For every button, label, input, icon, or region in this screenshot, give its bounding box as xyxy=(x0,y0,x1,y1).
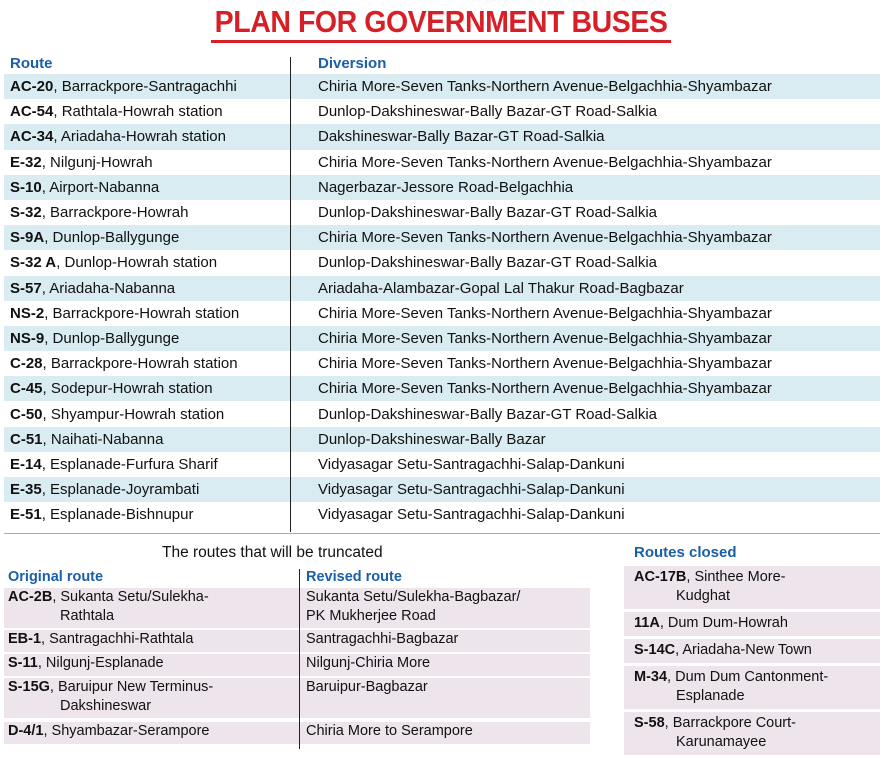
route-separator: , xyxy=(659,615,668,631)
revised-route-line1: Nilgunj-Chiria More xyxy=(306,655,431,671)
diversion-row xyxy=(4,427,880,452)
truncated-row xyxy=(4,654,590,676)
section-divider xyxy=(4,533,880,534)
route-name: Barrackpore-Howrah station xyxy=(50,355,238,373)
route-separator: , xyxy=(53,103,62,121)
route-cell xyxy=(4,330,300,347)
closed-route-line2: Karunamayee xyxy=(676,734,767,750)
truncated-title: The routes that will be truncated xyxy=(162,544,383,561)
route-code: C-50 xyxy=(10,405,43,423)
route-cell xyxy=(4,406,300,423)
route-separator: , xyxy=(53,128,61,146)
route-separator: , xyxy=(41,178,50,196)
page-title-wrap xyxy=(0,4,883,43)
route-cell xyxy=(4,380,300,397)
route-cell xyxy=(4,103,300,120)
revised-route-line1: Baruipur-Bagbazar xyxy=(306,679,428,695)
route-name: Barrackpore-Howrah xyxy=(50,204,189,222)
diversion-column-divider xyxy=(290,57,291,532)
route-name: Nilgunj-Howrah xyxy=(50,153,153,171)
route-separator: , xyxy=(49,679,58,695)
route-name: Esplanade-Furfura Sharif xyxy=(50,455,218,473)
original-route-cell xyxy=(4,588,302,628)
diversion-table xyxy=(4,52,880,527)
route-cell xyxy=(4,305,300,322)
closed-route-line1: Barrackpore Court- xyxy=(672,715,796,731)
revised-route-cell xyxy=(302,654,590,676)
route-separator: , xyxy=(44,229,53,247)
route-separator: , xyxy=(44,329,53,347)
route-cell xyxy=(4,179,300,196)
route-code: AC-20 xyxy=(10,78,54,96)
route-name: Dunlop-Howrah station xyxy=(64,254,218,272)
route-code: AC-54 xyxy=(10,103,54,121)
closed-row xyxy=(624,666,880,709)
route-header: Route xyxy=(10,54,53,72)
original-route-line1: Shyambazar-Serampore xyxy=(51,723,210,739)
route-code: C-45 xyxy=(10,380,43,398)
route-separator: , xyxy=(42,405,51,423)
truncated-row xyxy=(4,678,590,718)
original-route-header: Original route xyxy=(8,569,104,585)
route-separator: , xyxy=(42,430,51,448)
diversion-row xyxy=(4,376,880,401)
route-code: EB-1 xyxy=(8,631,42,647)
diversion-row xyxy=(4,74,880,99)
route-cell xyxy=(4,254,300,271)
route-cell xyxy=(4,128,300,145)
route-cell xyxy=(4,154,300,171)
closed-route-line1: Dum Dum Cantonment- xyxy=(675,669,829,685)
closed-route-line2: Kudghat xyxy=(676,588,731,604)
diversion-row xyxy=(4,124,880,149)
route-cell xyxy=(4,481,300,498)
truncated-header-row xyxy=(4,566,590,588)
route-cell xyxy=(4,506,300,523)
route-code: S-14C xyxy=(634,642,676,658)
diversion-cell: Chiria More-Seven Tanks-Northern Avenue-Belgachhia-Shyambazar xyxy=(318,380,772,398)
truncated-row xyxy=(4,722,590,744)
route-code: AC-2B xyxy=(8,589,53,605)
route-code: E-35 xyxy=(10,481,42,499)
diversion-cell: Chiria More-Seven Tanks-Northern Avenue-Belgachhia-Shyambazar xyxy=(318,153,772,171)
diversion-cell: Chiria More-Seven Tanks-Northern Avenue-Belgachhia-Shyambazar xyxy=(318,229,772,247)
route-name: Naihati-Nabanna xyxy=(50,430,164,448)
route-separator: , xyxy=(41,204,51,222)
original-route-cell xyxy=(4,654,302,676)
route-separator: , xyxy=(42,355,51,373)
route-code: E-32 xyxy=(10,153,42,171)
closed-row xyxy=(624,612,880,636)
revised-route-line1: Chiria More to Serampore xyxy=(306,723,473,739)
route-separator: , xyxy=(37,655,46,671)
route-cell xyxy=(4,431,300,448)
route-name: Airport-Nabanna xyxy=(49,178,160,196)
diversion-cell: Vidyasagar Setu-Santragachhi-Salap-Dankuni xyxy=(318,506,625,524)
diversion-cell: Vidyasagar Setu-Santragachhi-Salap-Dankuni xyxy=(318,481,625,499)
route-code: S-15G xyxy=(8,679,50,695)
route-cell xyxy=(4,204,300,221)
original-route-line1: Sukanta Setu/Sulekha- xyxy=(60,589,209,605)
diversion-cell: Chiria More-Seven Tanks-Northern Avenue-Belgachhia-Shyambazar xyxy=(318,355,772,373)
route-code: C-51 xyxy=(10,430,43,448)
diversion-row xyxy=(4,502,880,527)
closed-row xyxy=(624,712,880,755)
closed-route-line2: Esplanade xyxy=(676,688,745,704)
revised-route-line1: Santragachhi-Bagbazar xyxy=(306,631,459,647)
diversion-row xyxy=(4,250,880,275)
route-separator: , xyxy=(52,589,61,605)
route-separator: , xyxy=(664,715,673,731)
route-separator: , xyxy=(44,304,53,322)
original-route-line1: Baruipur New Terminus- xyxy=(57,679,214,695)
revised-route-cell xyxy=(302,630,590,652)
revised-route-header: Revised route xyxy=(306,569,402,585)
closed-route-line1: Ariadaha-New Town xyxy=(682,642,812,658)
route-code: 11A xyxy=(634,615,660,631)
route-code: S-57 xyxy=(10,279,42,297)
original-route-line1: Nilgunj-Esplanade xyxy=(45,655,164,671)
route-cell xyxy=(4,229,300,246)
diversion-cell: Dakshineswar-Bally Bazar-GT Road-Salkia xyxy=(318,128,605,146)
diversion-row xyxy=(4,401,880,426)
route-name: Dunlop-Ballygunge xyxy=(52,229,180,247)
diversion-header-row xyxy=(4,52,880,74)
diversion-cell: Chiria More-Seven Tanks-Northern Avenue-Belgachhia-Shyambazar xyxy=(318,329,772,347)
closed-route-line1: Sinthee More- xyxy=(694,569,786,585)
diversion-cell: Chiria More-Seven Tanks-Northern Avenue-Belgachhia-Shyambazar xyxy=(318,78,772,96)
route-code: AC-17B xyxy=(634,569,687,585)
route-separator: , xyxy=(667,669,676,685)
route-separator: , xyxy=(53,78,62,96)
diversion-cell: Dunlop-Dakshineswar-Bally Bazar-GT Road-Salkia xyxy=(318,204,658,222)
route-cell xyxy=(4,78,300,95)
route-code: AC-34 xyxy=(10,128,54,146)
closed-row xyxy=(624,566,880,609)
route-separator: , xyxy=(41,506,51,524)
truncated-column-divider xyxy=(299,569,300,749)
revised-route-cell xyxy=(302,678,590,718)
diversion-cell: Nagerbazar-Jessore Road-Belgachhia xyxy=(318,178,574,196)
route-cell xyxy=(4,355,300,372)
route-code: E-51 xyxy=(10,506,42,524)
original-route-cell xyxy=(4,630,302,652)
route-code: E-14 xyxy=(10,455,42,473)
route-separator: , xyxy=(41,279,50,297)
route-separator: , xyxy=(41,455,51,473)
route-code: S-58 xyxy=(634,715,665,731)
diversion-row xyxy=(4,200,880,225)
truncated-row xyxy=(4,630,590,652)
route-separator: , xyxy=(41,153,51,171)
diversion-cell: Dunlop-Dakshineswar-Bally Bazar-GT Road-Salkia xyxy=(318,405,658,423)
revised-route-cell xyxy=(302,588,590,628)
original-route-cell xyxy=(4,722,302,744)
route-code: S-32 xyxy=(10,204,42,222)
original-route-line2: Dakshineswar xyxy=(60,698,152,714)
route-cell xyxy=(4,456,300,473)
route-separator: , xyxy=(686,569,695,585)
diversion-row xyxy=(4,326,880,351)
diversion-cell: Ariadaha-Alambazar-Gopal Lal Thakur Road-Bagbazar xyxy=(318,279,684,297)
route-separator: , xyxy=(41,631,50,647)
route-name: Sodepur-Howrah station xyxy=(50,380,213,398)
route-separator: , xyxy=(56,254,65,272)
truncated-table xyxy=(4,566,590,744)
diversion-header: Diversion xyxy=(318,54,387,72)
diversion-row xyxy=(4,225,880,250)
route-code: S-32 A xyxy=(10,254,57,272)
closed-table xyxy=(624,566,880,758)
route-name: Ariadaha-Nabanna xyxy=(49,279,176,297)
diversion-row xyxy=(4,276,880,301)
diversion-row xyxy=(4,301,880,326)
diversion-cell: Chiria More-Seven Tanks-Northern Avenue-Belgachhia-Shyambazar xyxy=(318,304,772,322)
diversion-row xyxy=(4,99,880,124)
diversion-cell: Dunlop-Dakshineswar-Bally Bazar-GT Road-Salkia xyxy=(318,103,658,121)
route-name: Dunlop-Ballygunge xyxy=(52,329,180,347)
diversion-row xyxy=(4,150,880,175)
diversion-cell: Dunlop-Dakshineswar-Bally Bazar-GT Road-Salkia xyxy=(318,254,658,272)
revised-route-cell xyxy=(302,722,590,744)
revised-route-line2: PK Mukherjee Road xyxy=(306,608,436,624)
route-separator: , xyxy=(675,642,683,658)
diversion-row xyxy=(4,452,880,477)
revised-route-line1: Sukanta Setu/Sulekha-Bagbazar/ xyxy=(306,589,521,605)
closed-row xyxy=(624,639,880,663)
route-name: Esplanade-Joyrambati xyxy=(50,481,200,499)
page-title: PLAN FOR GOVERNMENT BUSES xyxy=(211,4,671,43)
route-code: C-28 xyxy=(10,355,43,373)
route-separator: , xyxy=(43,723,52,739)
original-route-line1: Santragachhi-Rathtala xyxy=(49,631,194,647)
route-name: Rathtala-Howrah station xyxy=(61,103,223,121)
diversion-cell: Vidyasagar Setu-Santragachhi-Salap-Dankuni xyxy=(318,455,625,473)
closed-route-line1: Dum Dum-Howrah xyxy=(667,615,788,631)
route-name: Barrackpore-Santragachhi xyxy=(61,78,237,96)
route-name: Ariadaha-Howrah station xyxy=(60,128,226,146)
route-separator: , xyxy=(41,481,51,499)
route-code: S-9A xyxy=(10,229,45,247)
original-route-line2: Rathtala xyxy=(60,608,115,624)
route-code: S-11 xyxy=(8,655,38,671)
route-separator: , xyxy=(42,380,51,398)
closed-title: Routes closed xyxy=(634,544,737,561)
route-name: Barrackpore-Howrah station xyxy=(52,304,240,322)
diversion-row xyxy=(4,351,880,376)
route-code: M-34 xyxy=(634,669,668,685)
diversion-row xyxy=(4,175,880,200)
diversion-row xyxy=(4,477,880,502)
original-route-cell xyxy=(4,678,302,718)
route-code: NS-9 xyxy=(10,329,45,347)
diversion-cell: Dunlop-Dakshineswar-Bally Bazar xyxy=(318,430,546,448)
route-name: Esplanade-Bishnupur xyxy=(50,506,194,524)
truncated-row xyxy=(4,588,590,628)
route-code: NS-2 xyxy=(10,304,45,322)
route-name: Shyampur-Howrah station xyxy=(50,405,225,423)
route-code: S-10 xyxy=(10,178,42,196)
route-code: D-4/1 xyxy=(8,723,44,739)
route-cell xyxy=(4,280,300,297)
